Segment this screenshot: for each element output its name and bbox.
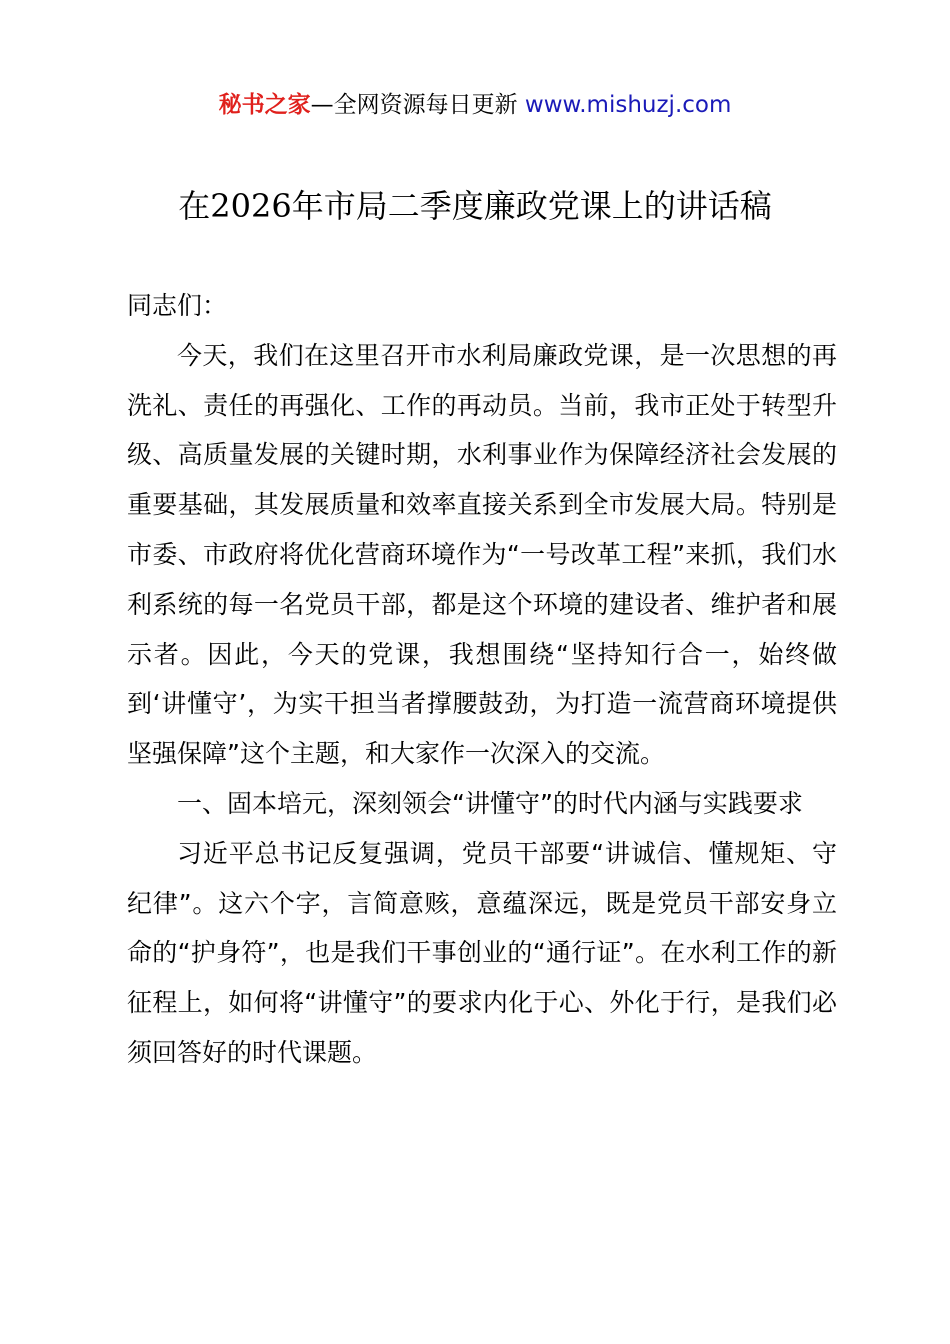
document-body (127, 281, 837, 1078)
site-url-link[interactable]: www.mishuzj.com (524, 92, 732, 118)
salutation: 同志们： (127, 291, 228, 320)
document-title: 在2026年市局二季度廉政党课上的讲话稿 (178, 187, 772, 225)
site-header (0, 88, 950, 122)
header-tagline: —全网资源每日更新 (310, 92, 518, 118)
body-paragraph-section-1: 习近平总书记反复强调，党员干部要“讲诚信、懂规矩、守纪律”。这六个字，言简意赅，意蕴深远，既是党员干部安身立命的“护身符”，也是我们干事创业的“通行证”。在水利工作的新征程上，如何将“讲懂守”的要求内化于心、外化于行，是我们必须回答好的时代课题。 (127, 838, 837, 1067)
brand-name: 秘书之家 (218, 92, 311, 118)
body-paragraph-intro: 今天，我们在这里召开市水利局廉政党课，是一次思想的再洗礼、责任的再强化、工作的再动员。当前，我市正处于转型升级、高质量发展的关键时期，水利事业作为保障经济社会发展的重要基础，其发展质量和效率直接关系到全市发展大局。特别是市委、市政府将优化营商环境作为“一号改革工程”来抓，我们水利系统的每一名党员干部，都是这个环境的建设者、维护者和展示者。因此，今天的党课，我想围绕“坚持知行合一，始终做到‘讲懂守’，为实干担当者撑腰鼓劲，为打造一流营商环境提供坚强保障”这个主题，和大家作一次深入的交流。 (127, 340, 837, 769)
section-heading-1: 一、固本培元，深刻领会“讲懂守”的时代内涵与实践要求 (177, 788, 803, 818)
